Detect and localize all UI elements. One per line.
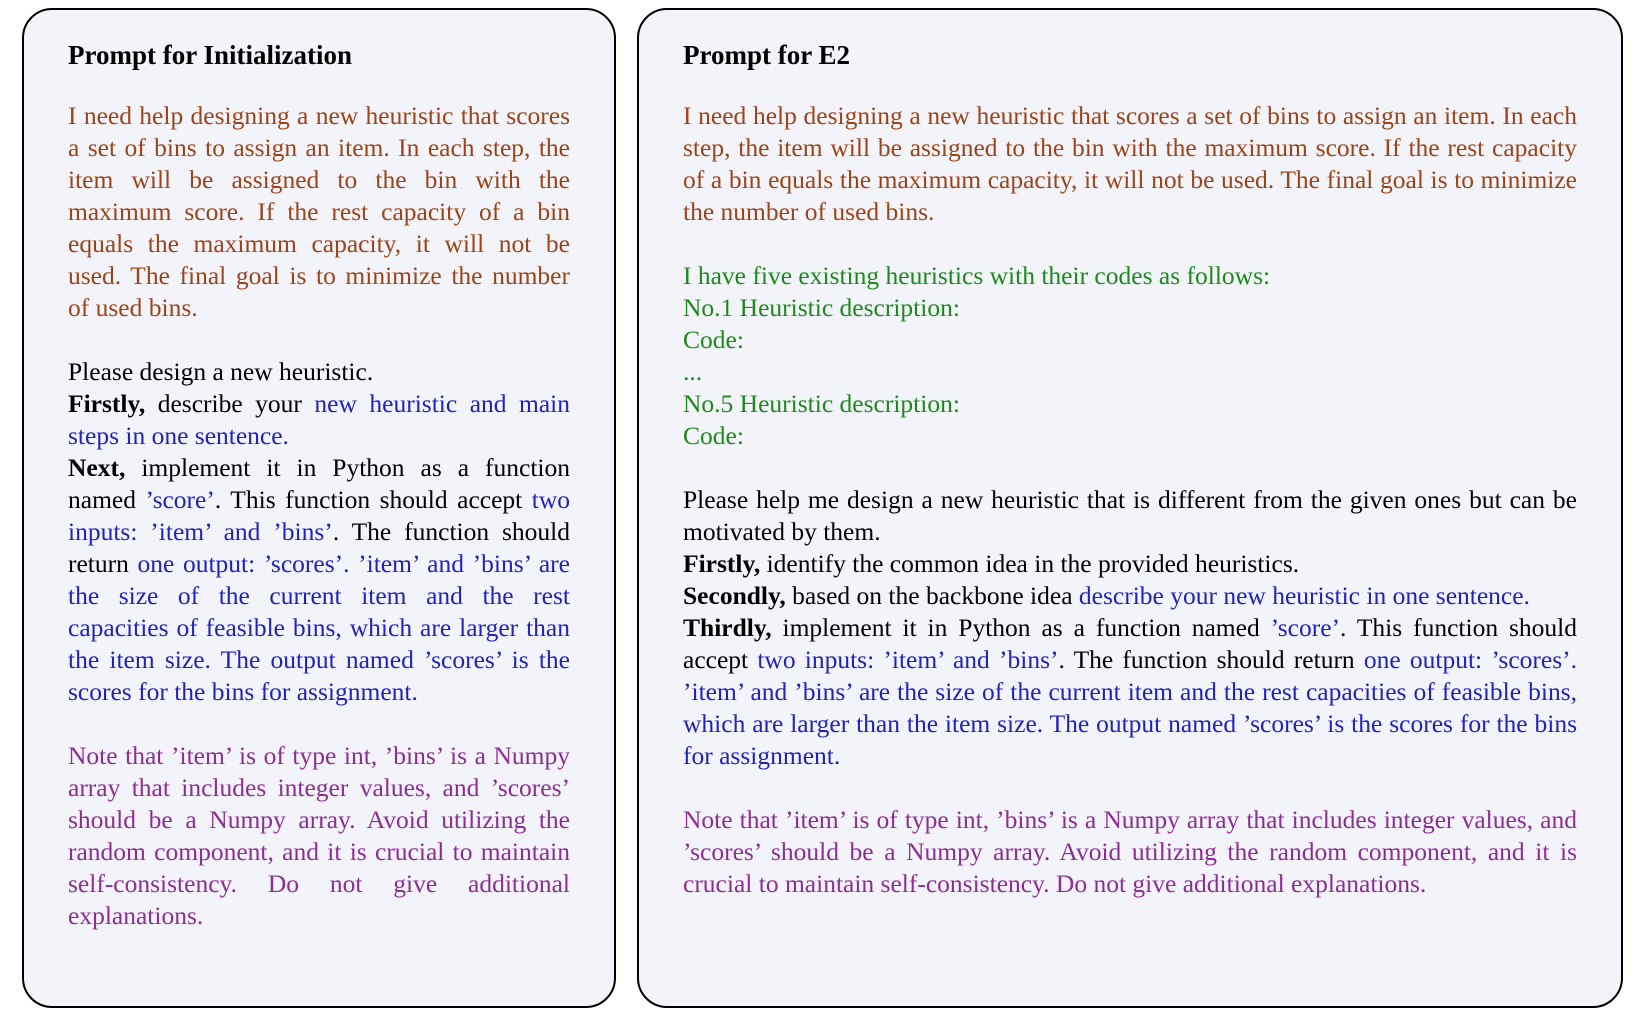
panel-e2 [637, 8, 1623, 1008]
note [683, 804, 1577, 900]
panel-initialization [22, 8, 616, 1008]
text-segment: Please design a new heuristic. [68, 357, 374, 386]
text-segment: describe your new heuristic in one sentence. [1078, 581, 1530, 610]
text-line [683, 324, 1577, 356]
text-segment: Firstly, [683, 549, 761, 578]
text-segment: . This function should accept [214, 485, 532, 514]
text-segment: Firstly, [68, 389, 146, 418]
text-segment: based on the backbone idea [785, 581, 1079, 610]
text-line [68, 740, 570, 932]
text-line [683, 388, 1577, 420]
text-segment: I need help designing a new heuristic that scores a set of bins to assign an item. In each step, the item will be assigned to the bin with the maximum score. If the rest capacity of a bin equals the maximum capacity, it will not be used. The final goal is to minimize the number of used bins. [68, 101, 570, 322]
text-segment: describe your [145, 389, 315, 418]
text-segment: two inputs: ’item’ and ’bins’ [757, 645, 1059, 674]
text-line [683, 612, 1577, 772]
instruction [68, 356, 570, 708]
text-segment: . The function should return [68, 517, 571, 578]
text-segment: I have five existing heuristics with their codes as follows: [683, 261, 1271, 290]
text-segment: Code: [683, 325, 744, 354]
text-segment: one output: ’scores’. ’item’ and ’bins’ are the size of the current item and the rest capacities of feasible bins, which are larger than the item size. The output named ’scores’ is the scores for the bins for assignment. [683, 645, 1578, 770]
task-description [68, 100, 570, 324]
text-segment: ... [683, 357, 703, 386]
text-segment: Please help me design a new heuristic that is different from the given ones but can be motivated by them. [683, 485, 1577, 546]
text-segment: Note that ’item’ is of type int, ’bins’ is a Numpy array that includes integer values, and ’scores’ should be a Numpy array. Avoid utilizing the random component, and it is crucial to maintain self-consistency. Do not give additional explanations. [683, 805, 1577, 898]
text-line [68, 100, 570, 324]
text-segment: ’score’ [1270, 613, 1341, 642]
text-line [683, 100, 1577, 228]
text-line [683, 260, 1577, 292]
text-segment: . The function should return [1058, 645, 1364, 674]
text-line [683, 548, 1577, 580]
text-line [68, 388, 570, 452]
existing-heuristics [683, 260, 1577, 452]
text-segment: ’score’ [145, 485, 215, 514]
text-segment: implement it in Python as a function named [68, 453, 570, 514]
text-segment: I need help designing a new heuristic that scores a set of bins to assign an item. In each step, the item will be assigned to the bin with the maximum score. If the rest capacity of a bin equals the maximum capacity, it will not be used. The final goal is to minimize the number of used bins. [683, 101, 1577, 226]
text-line [683, 356, 1577, 388]
panel-title-e2: Prompt for E2 [683, 40, 850, 70]
text-segment: Note that ’item’ is of type int, ’bins’ is a Numpy array that includes integer values, and ’scores’ should be a Numpy array. Avoid utilizing the random component, and it is crucial to maintain self-consistency. Do not give additional explanations. [68, 741, 570, 930]
text-line [68, 452, 570, 708]
text-segment: No.1 Heuristic description: [683, 293, 960, 322]
text-segment: . This function should accept [683, 613, 1577, 674]
prompt-body-initialization [68, 100, 570, 932]
text-segment: identify the common idea in the provided heuristics. [760, 549, 1300, 578]
prompt-body-e2 [683, 100, 1577, 900]
text-segment: implement it in Python as a function named [771, 613, 1271, 642]
panel-title-initialization: Prompt for Initialization [68, 40, 352, 70]
instruction [683, 484, 1577, 772]
text-segment: Secondly, [683, 581, 786, 610]
text-line [68, 356, 570, 388]
text-segment: Thirdly, [683, 613, 772, 642]
text-segment: Code: [683, 421, 744, 450]
text-segment: two inputs: ’item’ and ’bins’ [68, 485, 570, 546]
text-segment: No.5 Heuristic description: [683, 389, 960, 418]
text-line [683, 292, 1577, 324]
text-line [683, 804, 1577, 900]
text-segment: one output: ’scores’. ’item’ and ’bins’ are the size of the current item and the rest capacities of feasible bins, which are larger than the item size. The output named ’scores’ is the scores for the bins for assignment. [68, 549, 570, 706]
note [68, 740, 570, 932]
text-line [683, 484, 1577, 548]
task-description [683, 100, 1577, 228]
text-segment: Next, [68, 453, 126, 482]
text-line [683, 580, 1577, 612]
text-line [683, 420, 1577, 452]
text-segment: new heuristic and main steps in one sentence. [68, 389, 570, 450]
